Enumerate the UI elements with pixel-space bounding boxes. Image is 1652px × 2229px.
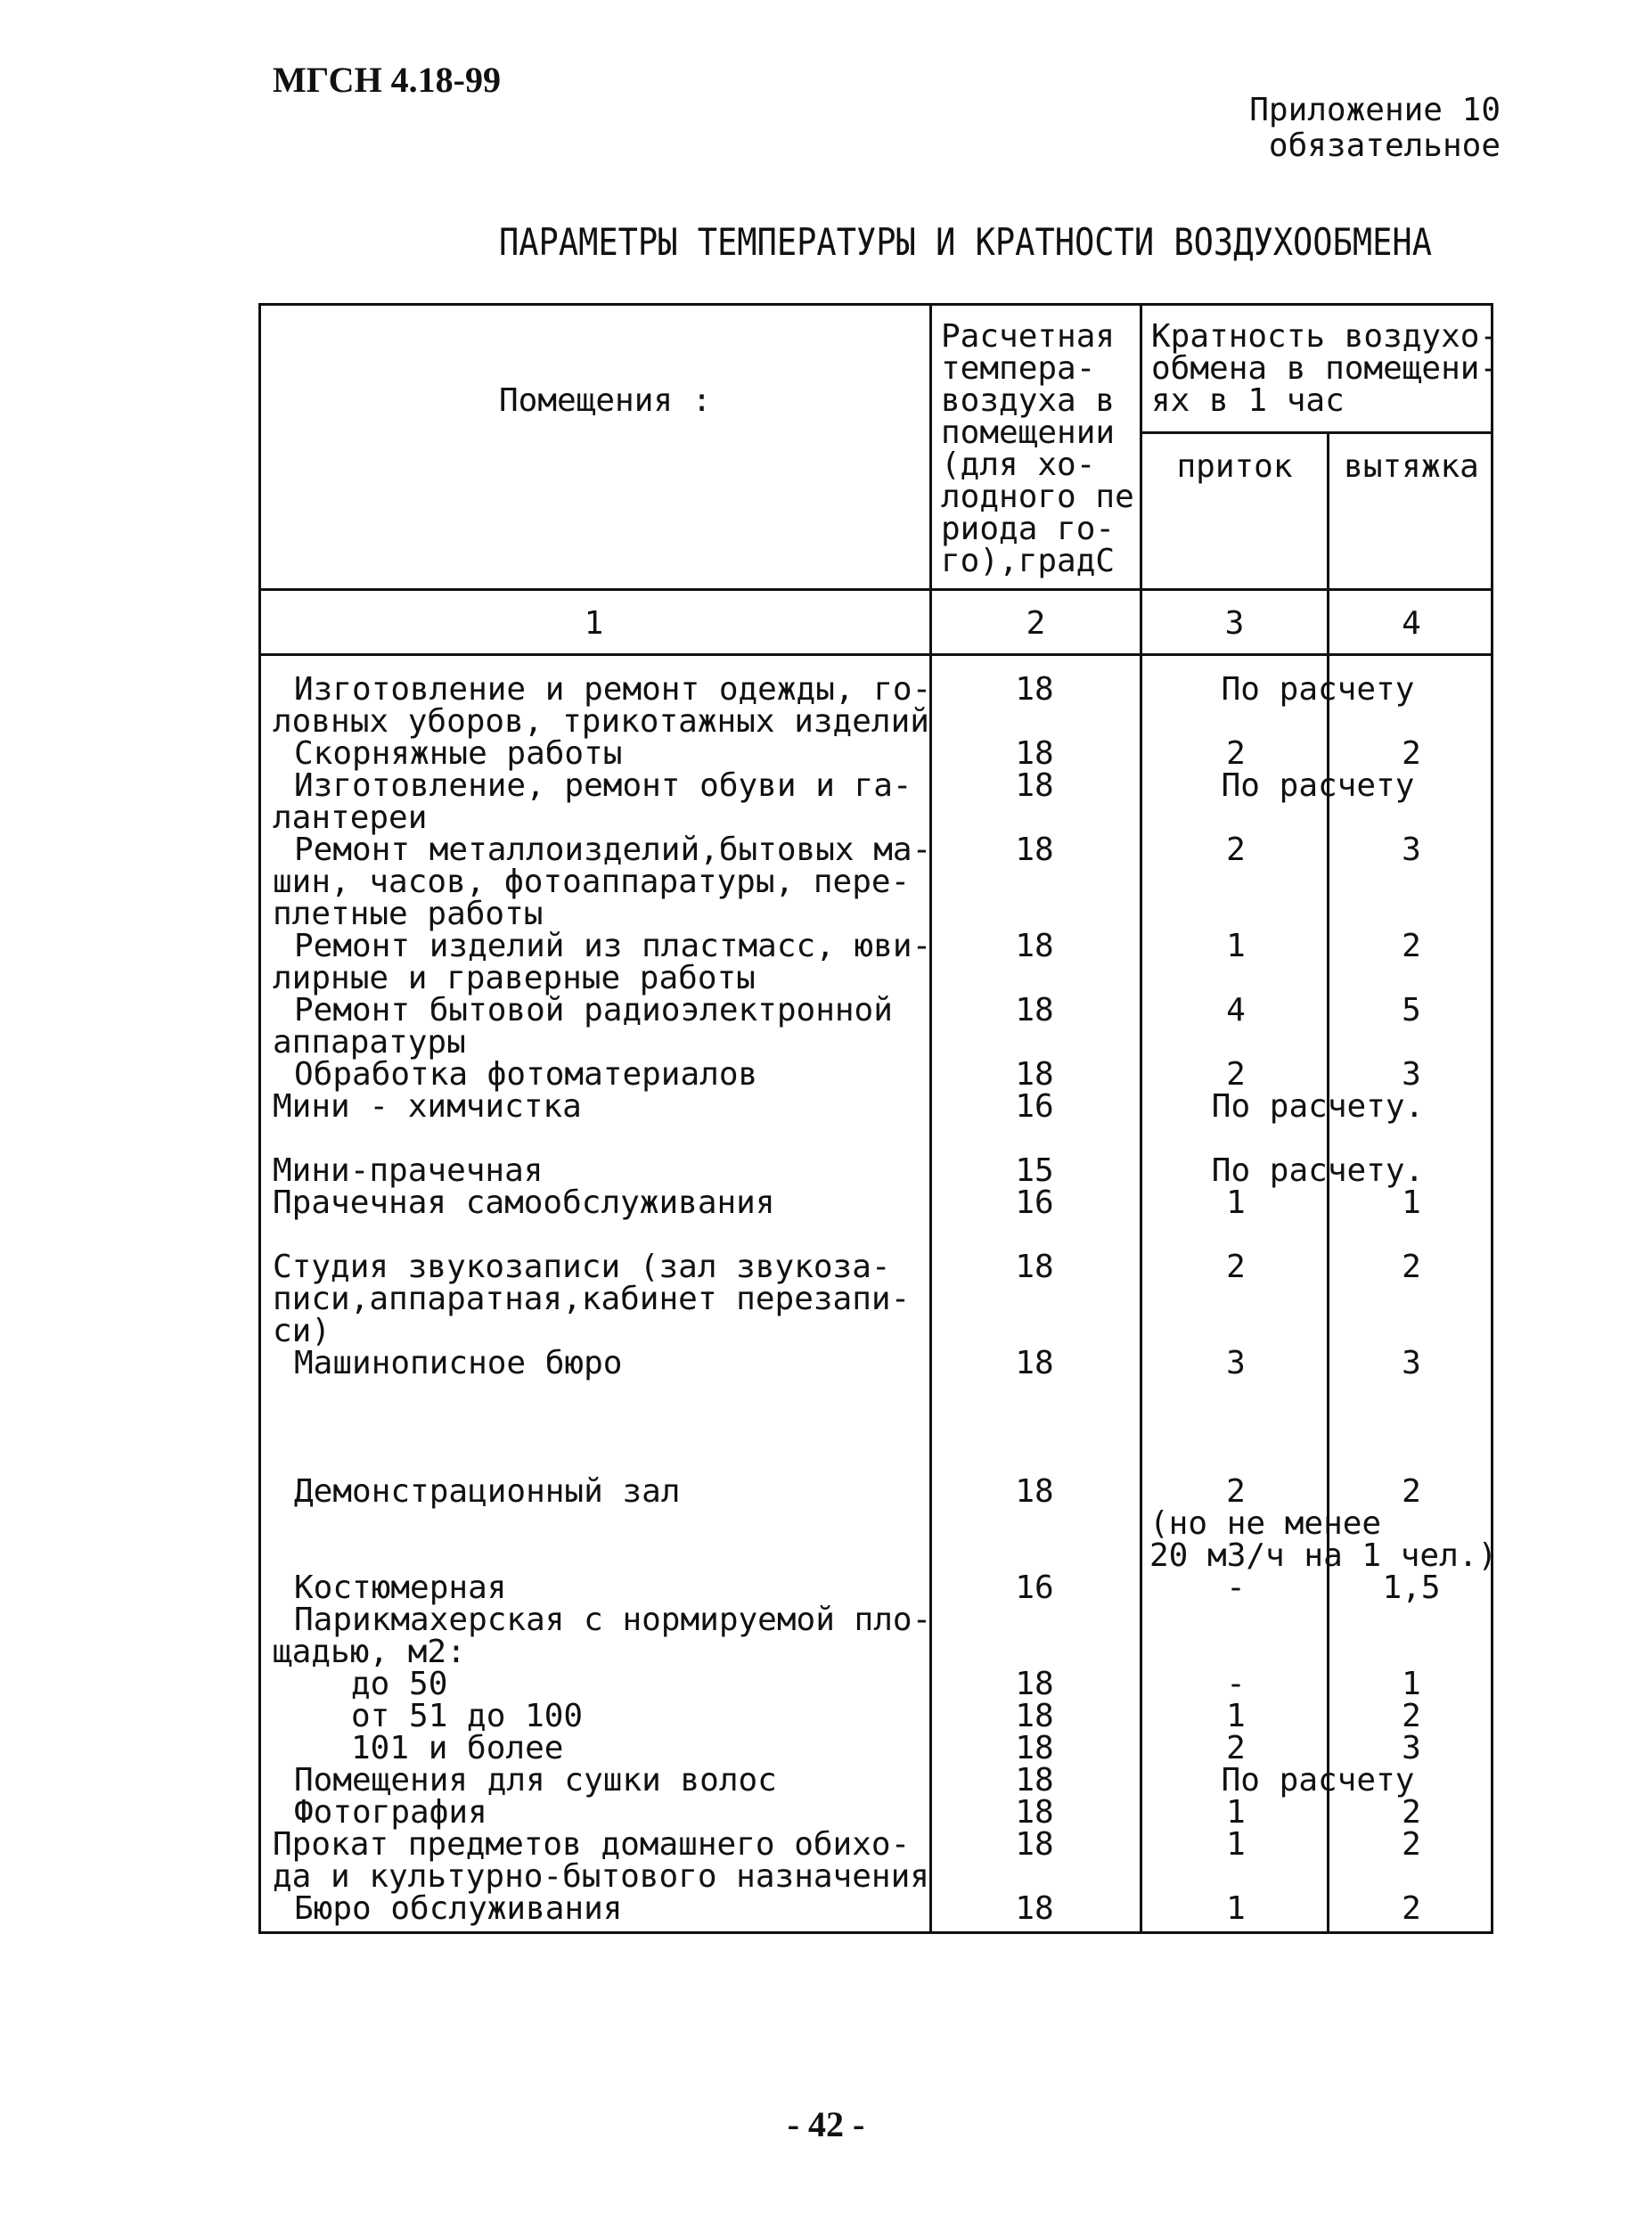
table-row-name: Скорняжные работы (294, 735, 623, 772)
table-row-inflow: 1 (1226, 1826, 1246, 1863)
table-row-by-calculation: По расчету. (1211, 1152, 1425, 1189)
col-air-exchange-header-line: Кратность воздухо- (1151, 318, 1500, 355)
table-row-name: 101 и более (351, 1730, 564, 1766)
table-row-temperature: 18 (1015, 992, 1054, 1028)
table-row-name: Мини - химчистка (273, 1088, 582, 1125)
table-row-name: Ремонт металлоизделий,бытовых ма- (294, 832, 932, 868)
table-row-temperature: 16 (1015, 1184, 1054, 1221)
col-temperature-header-line: лодного пе (941, 479, 1134, 515)
table-row-inflow: 1 (1226, 928, 1246, 964)
table-row-exhaust: 5 (1402, 992, 1421, 1028)
table-row-inflow: - (1226, 1569, 1246, 1606)
page-number: - 42 - (787, 2104, 865, 2144)
table-row-name: Парикмахерская с нормируемой пло- (294, 1602, 932, 1638)
table-row-by-calculation: По расчету. (1211, 1088, 1425, 1125)
table-row-name: Мини-прачечная (273, 1152, 544, 1189)
table-row-name: аппаратуры (273, 1024, 466, 1061)
col-temperature-header-line: воздуха в (941, 382, 1116, 419)
table-row-name: писи,аппаратная,кабинет перезапи- (273, 1281, 911, 1317)
table-row-name: лантереи (273, 799, 428, 836)
table-divider (1140, 431, 1493, 434)
table-row-temperature: 18 (1015, 1762, 1054, 1799)
col-number: 1 (584, 605, 604, 642)
table-row-exhaust: 1,5 (1382, 1569, 1441, 1606)
table-row-exhaust: 3 (1402, 1056, 1421, 1093)
table-row-exhaust: 3 (1402, 1345, 1421, 1381)
table-row-temperature: 18 (1015, 767, 1054, 804)
table-row-inflow: 1 (1226, 1184, 1246, 1221)
col-temperature-header-line: темпера- (941, 350, 1096, 387)
table-row-name: ловных уборов, трикотажных изделий (273, 703, 929, 740)
document-code: МГСН 4.18-99 (273, 60, 501, 100)
page-title: ПАРАМЕТРЫ ТЕМПЕРАТУРЫ И КРАТНОСТИ ВОЗДУХООБМЕНА (499, 221, 1432, 265)
appendix-label (1249, 93, 1501, 164)
table-row-inflow: 4 (1226, 992, 1246, 1028)
table-row-name: щадью, м2: (273, 1634, 466, 1670)
table-row-exhaust: 3 (1402, 1730, 1421, 1766)
table-row-exhaust: 2 (1402, 1794, 1421, 1831)
table-row-name: Обработка фотоматериалов (294, 1056, 758, 1093)
table-row-name: Прачечная самообслуживания (273, 1184, 775, 1221)
table-row-inflow: 2 (1226, 1730, 1246, 1766)
table-row-temperature: 18 (1015, 671, 1054, 708)
col-number: 2 (1026, 605, 1046, 642)
table-row-name: си) (273, 1313, 331, 1349)
table-row-exhaust: 2 (1402, 1473, 1421, 1510)
table-row-inflow: 2 (1226, 1473, 1246, 1510)
col-temperature-header-line: Расчетная (941, 318, 1116, 355)
table-row-temperature: 18 (1015, 1056, 1054, 1093)
table-row-exhaust: 2 (1402, 1890, 1421, 1927)
table-row-name: Демонстрационный зал (294, 1473, 681, 1510)
table-row-temperature: 18 (1015, 1730, 1054, 1766)
table-row-exhaust: 2 (1402, 735, 1421, 772)
table-row-inflow: 2 (1226, 832, 1246, 868)
table-row-temperature: 15 (1015, 1152, 1054, 1189)
col-temperature-header-line: риода го- (941, 511, 1116, 547)
table-row-temperature: 16 (1015, 1088, 1054, 1125)
table-row-exhaust: 3 (1402, 832, 1421, 868)
table-divider (258, 653, 1493, 656)
table-row-inflow: 1 (1226, 1794, 1246, 1831)
col-air-exchange-header-line: ях в 1 час (1151, 382, 1345, 419)
table-row-inflow: 1 (1226, 1890, 1246, 1927)
table-row-temperature: 18 (1015, 928, 1054, 964)
table-row-name: от 51 до 100 (351, 1698, 584, 1734)
table-row-name: лирные и граверные работы (273, 960, 756, 996)
table-row-exhaust: 1 (1402, 1666, 1421, 1702)
table-row-temperature: 18 (1015, 1249, 1054, 1285)
table-row-name: Ремонт изделий из пластмасс, юви- (294, 928, 932, 964)
table-row-name: Помещения для сушки волос (294, 1762, 777, 1799)
table-row-temperature: 18 (1015, 735, 1054, 772)
table-row-by-calculation: По расчету (1221, 1762, 1415, 1799)
table-row-by-calculation: По расчету (1221, 767, 1415, 804)
table-row-name: да и культурно-бытового назначения (273, 1858, 929, 1895)
col-inflow-header: приток (1176, 448, 1293, 485)
table-row-temperature: 18 (1015, 1345, 1054, 1381)
table-row-inflow: 1 (1226, 1698, 1246, 1734)
table-row-name: до 50 (351, 1666, 448, 1702)
table-row-name: Изготовление, ремонт обуви и га- (294, 767, 912, 804)
table-divider (258, 588, 1493, 591)
table-row-name: Студия звукозаписи (зал звукоза- (273, 1249, 891, 1285)
col-exhaust-header: вытяжка (1344, 448, 1479, 485)
table-row-exhaust: 2 (1402, 1826, 1421, 1863)
table-row-name: Бюро обслуживания (294, 1890, 623, 1927)
col-rooms-header: Помещения : (499, 382, 712, 419)
table-row-name: Ремонт бытовой радиоэлектронной (294, 992, 893, 1028)
col-air-exchange-header-line: обмена в помещени- (1151, 350, 1500, 387)
table-row-by-calculation: По расчету (1221, 671, 1415, 708)
table-row-temperature: 18 (1015, 1794, 1054, 1831)
table-row-inflow: 2 (1226, 1056, 1246, 1093)
col-number: 3 (1224, 605, 1245, 642)
col-temperature-header-line: (для хо- (941, 447, 1096, 483)
appendix-number: Приложение 10 (1249, 92, 1501, 128)
table-row-temperature: 18 (1015, 832, 1054, 868)
table-row-exhaust: 2 (1402, 928, 1421, 964)
table-row-name: плетные работы (273, 896, 544, 932)
table-row-name: Прокат предметов домашнего обихо- (273, 1826, 911, 1863)
table-row-temperature: 18 (1015, 1473, 1054, 1510)
appendix-status: обязательное (1268, 127, 1501, 164)
table-row-inflow: - (1226, 1666, 1246, 1702)
table-row-note: 20 м3/ч на 1 чел.) (1149, 1537, 1498, 1574)
table-row-exhaust: 1 (1402, 1184, 1421, 1221)
col-temperature-header-line: помещении (941, 414, 1116, 451)
table-row-temperature: 18 (1015, 1826, 1054, 1863)
table-row-name: шин, часов, фотоаппаратуры, пере- (273, 864, 911, 900)
table-row-inflow: 2 (1226, 1249, 1246, 1285)
table-row-temperature: 18 (1015, 1890, 1054, 1927)
table-row-name: Фотография (294, 1794, 487, 1831)
col-number: 4 (1402, 605, 1421, 642)
table-row-temperature: 16 (1015, 1569, 1054, 1606)
table-row-name: Костюмерная (294, 1569, 507, 1606)
col-temperature-header-line: го),градС (941, 543, 1116, 579)
table-row-exhaust: 2 (1402, 1249, 1421, 1285)
table-row-temperature: 18 (1015, 1698, 1054, 1734)
table-row-temperature: 18 (1015, 1666, 1054, 1702)
table-row-inflow: 2 (1226, 735, 1246, 772)
table-row-exhaust: 2 (1402, 1698, 1421, 1734)
table-row-note: (но не менее (1149, 1505, 1382, 1542)
table-row-name: Изготовление и ремонт одежды, го- (294, 671, 932, 708)
table-row-name: Машинописное бюро (294, 1345, 623, 1381)
table-row-inflow: 3 (1226, 1345, 1246, 1381)
